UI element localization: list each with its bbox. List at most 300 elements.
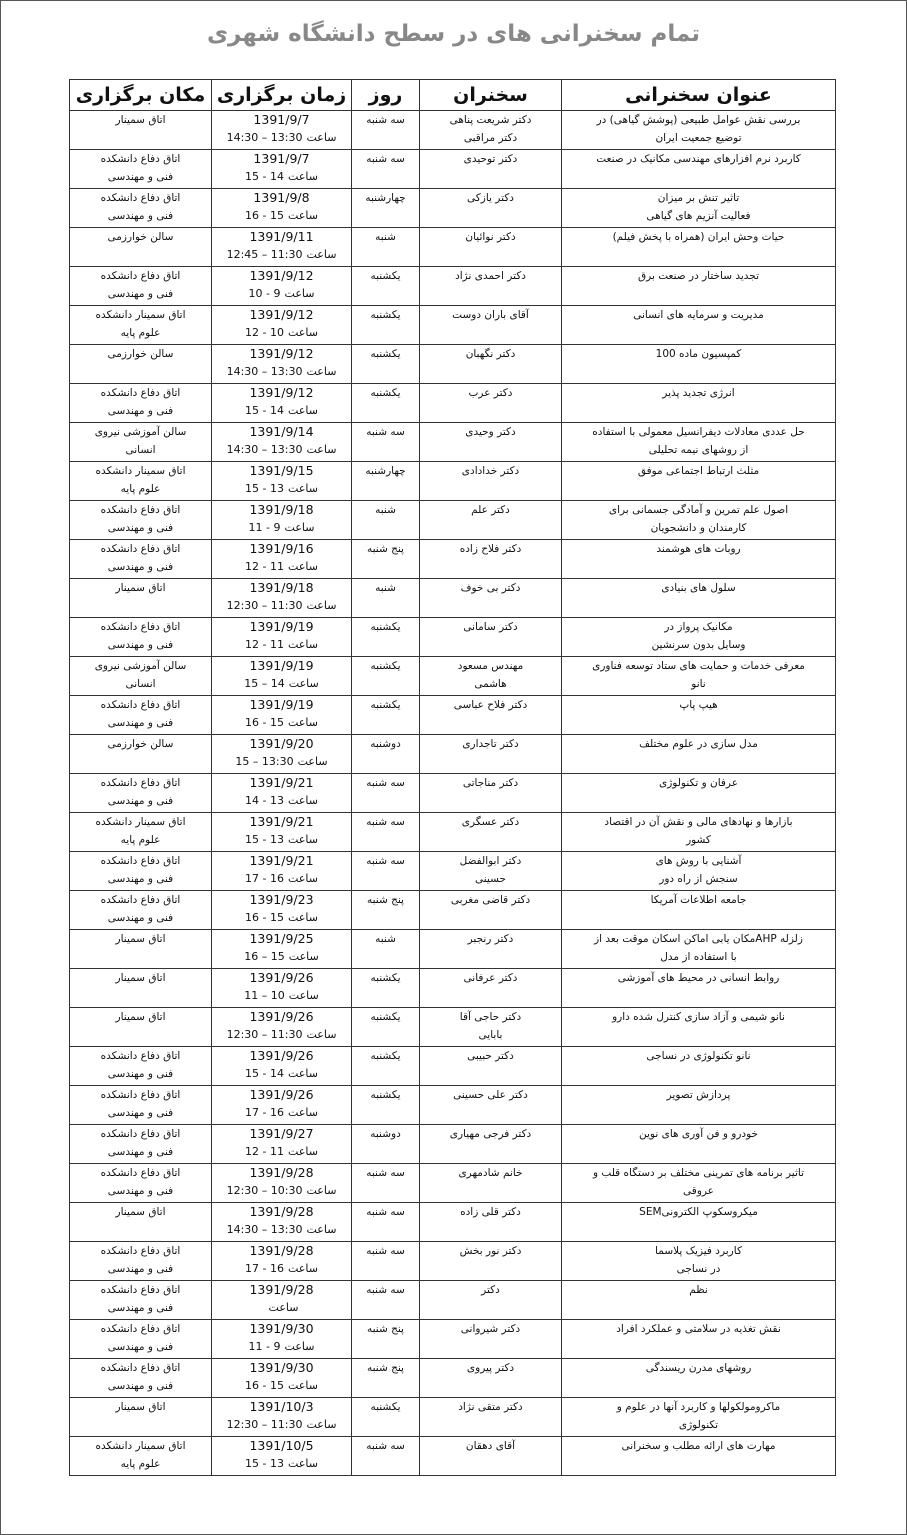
table-row: [70, 228, 836, 267]
time-cell: [212, 345, 352, 384]
lecture-title-line2: عروقی: [683, 1185, 714, 1197]
hours-text: 15 - 14: [245, 170, 285, 183]
lecture-title-cell: [562, 579, 836, 618]
day-cell: [352, 501, 420, 540]
time-cell: [212, 1320, 352, 1359]
lecture-title-line1: معرفی خدمات و حمایت های ستاد توسعه فناوری: [592, 660, 805, 672]
day-cell: [352, 267, 420, 306]
place-cell: [70, 1047, 212, 1086]
time-cell: [212, 1203, 352, 1242]
hour-label: ساعت: [268, 1301, 299, 1314]
hours-line: [215, 1221, 348, 1239]
hour-label: ساعت: [288, 326, 318, 339]
place-line2: فنی و مهندسی: [107, 522, 174, 534]
speaker-cell: [420, 462, 562, 501]
hour-label: ساعت: [288, 209, 318, 222]
place-line2: فنی و مهندسی: [107, 795, 174, 807]
header-speaker: سخنران: [420, 80, 562, 111]
hours-line: [215, 909, 348, 927]
date-text: 1391/9/30: [249, 1321, 314, 1336]
place-line1: سالن خوارزمی: [107, 348, 174, 360]
place-line1: اتاق سمینار دانشکده: [95, 816, 186, 828]
hours-line: [215, 1455, 348, 1473]
hour-label: ساعت: [306, 443, 337, 456]
table-row: [70, 306, 836, 345]
hours-text: 12:45 – 11:30: [226, 248, 303, 261]
place-line1: اتاق دفاع دانشکده: [100, 621, 181, 633]
place-line2: فنی و مهندسی: [107, 1068, 174, 1080]
date-text: 1391/9/20: [249, 736, 314, 751]
time-cell: [212, 267, 352, 306]
place-line1: اتاق سمینار: [115, 972, 166, 984]
date-text: 1391/9/12: [249, 307, 314, 322]
speaker-line1: دکتر عرفانی: [463, 972, 518, 984]
day-text: شنبه: [375, 582, 396, 594]
speaker-cell: [420, 384, 562, 423]
speaker-line1: دکتر خدادادی: [461, 465, 520, 477]
lecture-title-cell: [562, 1437, 836, 1476]
lecture-title-cell: [562, 1320, 836, 1359]
lecture-title-line1: ماکرومولکولها و کاربرد آنها در علوم و: [616, 1401, 781, 1413]
speaker-line1: دکتر احمدی نژاد: [455, 270, 526, 282]
hour-label: ساعت: [306, 248, 337, 261]
day-text: سه شنبه: [366, 426, 405, 438]
lecture-title-line1: روبات های هوشمند: [656, 543, 741, 555]
speaker-line1: آقای دهقان: [465, 1440, 516, 1452]
place-line1: اتاق دفاع دانشکده: [100, 270, 181, 282]
table-row: [70, 1359, 836, 1398]
hours-text: 11 - 9: [248, 521, 281, 534]
time-cell: [212, 384, 352, 423]
hours-line: [215, 558, 348, 576]
speaker-cell: [420, 696, 562, 735]
day-text: سه شنبه: [366, 153, 405, 165]
hours-text: 15 - 13: [245, 1457, 285, 1470]
speaker-cell: [420, 1086, 562, 1125]
lecture-title-line1: اصول علم تمرین و آمادگی جسمانی برای: [608, 504, 789, 516]
time-cell: [212, 1008, 352, 1047]
hours-line: [215, 1416, 348, 1434]
date-text: 1391/9/28: [249, 1243, 314, 1258]
place-cell: [70, 1086, 212, 1125]
lecture-title-line1: کاربرد نرم افزارهای مهندسی مکانیک در صنعت: [596, 153, 801, 165]
lecture-title-cell: [562, 618, 836, 657]
place-cell: [70, 774, 212, 813]
lecture-title-line1: پردازش تصویر: [666, 1089, 731, 1101]
day-cell: [352, 1242, 420, 1281]
date-text: 1391/10/3: [249, 1399, 314, 1414]
hour-label: ساعت: [288, 1106, 318, 1119]
speaker-cell: [420, 735, 562, 774]
speaker-line1: دکتر شریعت پناهی: [449, 114, 532, 126]
hours-line: [215, 636, 348, 654]
hours-text: 17 - 16: [245, 1262, 285, 1275]
place-line2: فنی و مهندسی: [107, 1341, 174, 1353]
lecture-title-line1: مثلث ارتباط اجتماعی موفق: [637, 465, 760, 477]
place-line2: فنی و مهندسی: [107, 639, 174, 651]
speaker-line1: دکتر توحیدی: [463, 153, 518, 165]
place-line1: اتاق دفاع دانشکده: [100, 1089, 181, 1101]
speaker-cell: [420, 1047, 562, 1086]
lecture-title-cell: [562, 306, 836, 345]
lecture-title-cell: [562, 1242, 836, 1281]
lecture-title-line1: تجدید ساختار در صنعت برق: [638, 270, 759, 282]
hour-label: ساعت: [288, 911, 318, 924]
speaker-line1: دکتر مناجاتی: [462, 777, 519, 789]
day-cell: [352, 735, 420, 774]
time-cell: [212, 189, 352, 228]
lecture-title-cell: [562, 345, 836, 384]
day-text: شنبه: [375, 504, 396, 516]
hour-label: ساعت: [306, 131, 337, 144]
table-row: [70, 618, 836, 657]
lecture-title-line1: روابط انسانی در محیط های آموزشی: [617, 972, 780, 984]
table-row: [70, 345, 836, 384]
lecture-title-line1: حل عددی معادلات دیفرانسیل معمولی با استفاده: [592, 426, 805, 438]
table-row: [70, 1086, 836, 1125]
day-cell: [352, 1008, 420, 1047]
day-text: یکشنبه: [370, 699, 401, 711]
lecture-title-line1: میکروسکوپ الکترونیSEM: [639, 1206, 758, 1218]
date-text: 1391/9/8: [253, 190, 310, 205]
place-line1: اتاق دفاع دانشکده: [100, 1128, 181, 1140]
place-line2: فنی و مهندسی: [107, 1146, 174, 1158]
time-cell: [212, 1047, 352, 1086]
speaker-line1: دکتر متقی نژاد: [458, 1401, 523, 1413]
place-cell: [70, 1242, 212, 1281]
speaker-line1: دکتر قاضی مغربی: [450, 894, 531, 906]
hour-label: ساعت: [288, 638, 318, 651]
time-cell: [212, 969, 352, 1008]
day-cell: [352, 1437, 420, 1476]
place-line1: اتاق سمینار: [115, 1206, 166, 1218]
place-line1: سالن آموزشی نیروی: [94, 426, 187, 438]
place-line1: سالن خوارزمی: [107, 231, 174, 243]
place-cell: [70, 1320, 212, 1359]
hour-label: ساعت: [288, 1457, 318, 1470]
date-text: 1391/9/21: [249, 775, 314, 790]
hour-label: ساعت: [288, 833, 318, 846]
speaker-line1: دکتر ابوالفضل: [459, 855, 522, 867]
table-row: [70, 774, 836, 813]
speaker-line1: دکتر سامانی: [463, 621, 518, 633]
day-text: سه شنبه: [366, 1440, 405, 1452]
hour-label: ساعت: [306, 1418, 337, 1431]
place-line2: علوم پایه: [120, 483, 161, 495]
hours-text: 12 - 11: [245, 638, 285, 651]
time-cell: [212, 579, 352, 618]
speaker-line2: حسینی: [475, 873, 506, 885]
lecture-title-cell: [562, 384, 836, 423]
lecture-title-line2: توضیع جمعیت ایران: [655, 132, 742, 144]
place-cell: [70, 1359, 212, 1398]
hour-label: ساعت: [288, 482, 318, 495]
hour-label: ساعت: [306, 365, 337, 378]
lecture-title-line1: کمپسیون ماده 100: [655, 348, 742, 360]
table-row: [70, 1203, 836, 1242]
lecture-title-line2: فعالیت آنزیم های گیاهی: [646, 210, 751, 222]
day-cell: [352, 1359, 420, 1398]
speaker-line1: دکتر فلاح عباسی: [453, 699, 528, 711]
day-cell: [352, 1281, 420, 1320]
lecture-title-line1: مهارت های ارائه مطلب و سخنرانی: [621, 1440, 776, 1452]
hours-line: [215, 363, 348, 381]
lecture-title-cell: [562, 501, 836, 540]
place-cell: [70, 345, 212, 384]
date-text: 1391/10/5: [249, 1438, 314, 1453]
day-cell: [352, 1047, 420, 1086]
day-text: یکشنبه: [370, 387, 401, 399]
place-line1: اتاق سمینار دانشکده: [95, 1440, 186, 1452]
hours-text: 11 - 9: [248, 1340, 281, 1353]
day-cell: [352, 345, 420, 384]
lecture-title-line1: آشنایی با روش های: [655, 855, 742, 867]
day-cell: [352, 306, 420, 345]
day-cell: [352, 1164, 420, 1203]
place-line2: فنی و مهندسی: [107, 561, 174, 573]
speaker-cell: [420, 423, 562, 462]
day-text: یکشنبه: [370, 1011, 401, 1023]
table-row: [70, 852, 836, 891]
day-text: پنج شنبه: [367, 543, 404, 555]
place-line1: اتاق دفاع دانشکده: [100, 1284, 181, 1296]
day-cell: [352, 189, 420, 228]
place-line2: فنی و مهندسی: [107, 1380, 174, 1392]
hours-text: 15 - 14: [245, 1067, 285, 1080]
lecture-title-line1: نقش تغذیه در سلامتی و عملکرد افراد: [616, 1323, 781, 1335]
hours-line: [215, 1065, 348, 1083]
hours-line: [215, 1377, 348, 1395]
day-cell: [352, 150, 420, 189]
place-line2: علوم پایه: [120, 834, 161, 846]
place-line1: اتاق سمینار: [115, 1401, 166, 1413]
place-cell: [70, 306, 212, 345]
hours-line: [215, 480, 348, 498]
place-cell: [70, 150, 212, 189]
time-cell: [212, 1242, 352, 1281]
time-cell: [212, 462, 352, 501]
speaker-line1: دکتر حاجی آقا: [459, 1011, 522, 1023]
place-line1: سالن خوارزمی: [107, 738, 174, 750]
table-row: [70, 423, 836, 462]
place-cell: [70, 618, 212, 657]
table-row: [70, 813, 836, 852]
time-cell: [212, 1437, 352, 1476]
place-line1: اتاق سمینار: [115, 582, 166, 594]
place-cell: [70, 111, 212, 150]
table-row: [70, 1125, 836, 1164]
speaker-cell: [420, 111, 562, 150]
lecture-title-cell: [562, 735, 836, 774]
speaker-cell: [420, 540, 562, 579]
date-text: 1391/9/27: [249, 1126, 314, 1141]
speaker-cell: [420, 813, 562, 852]
place-cell: [70, 852, 212, 891]
day-text: سه شنبه: [366, 1245, 405, 1257]
day-cell: [352, 1203, 420, 1242]
place-line2: فنی و مهندسی: [107, 1185, 174, 1197]
lecture-title-line1: سلول های بنیادی: [661, 582, 736, 594]
place-line1: اتاق سمینار دانشکده: [95, 309, 186, 321]
speaker-cell: [420, 150, 562, 189]
speaker-cell: [420, 1281, 562, 1320]
day-cell: [352, 423, 420, 462]
date-text: 1391/9/26: [249, 1009, 314, 1024]
table-row: [70, 462, 836, 501]
date-text: 1391/9/18: [249, 580, 314, 595]
day-text: یکشنبه: [370, 270, 401, 282]
hour-label: ساعت: [288, 872, 318, 885]
place-line2: فنی و مهندسی: [107, 873, 174, 885]
lecture-title-cell: [562, 228, 836, 267]
lecture-title-cell: [562, 1203, 836, 1242]
hour-label: ساعت: [284, 521, 315, 534]
hour-label: ساعت: [284, 1340, 315, 1353]
day-cell: [352, 384, 420, 423]
day-cell: [352, 1320, 420, 1359]
table-row: [70, 891, 836, 930]
speaker-line1: دکتر نور بخش: [459, 1245, 522, 1257]
table-row: [70, 696, 836, 735]
hours-line: [215, 675, 348, 693]
hours-line: [215, 948, 348, 966]
date-text: 1391/9/23: [249, 892, 314, 907]
lecture-title-line1: روشهای مدرن ریسندگی: [645, 1362, 752, 1374]
place-line1: اتاق دفاع دانشکده: [100, 894, 181, 906]
hours-text: 15 – 14: [244, 677, 285, 690]
speaker-cell: [420, 1437, 562, 1476]
place-line1: اتاق دفاع دانشکده: [100, 1167, 181, 1179]
lecture-title-cell: [562, 111, 836, 150]
lecture-title-line1: نانو شیمی و آزاد سازی کنترل شده دارو: [612, 1011, 785, 1023]
speaker-line1: دکتر وحیدی: [465, 426, 516, 438]
hour-label: ساعت: [288, 1145, 318, 1158]
speaker-cell: [420, 228, 562, 267]
day-text: یکشنبه: [370, 1050, 401, 1062]
table-row: [70, 969, 836, 1008]
time-cell: [212, 423, 352, 462]
day-text: یکشنبه: [370, 309, 401, 321]
day-cell: [352, 696, 420, 735]
day-text: سه شنبه: [366, 1284, 405, 1296]
hours-text: 14:30 – 13:30: [226, 131, 303, 144]
lecture-title-cell: [562, 1047, 836, 1086]
date-text: 1391/9/14: [249, 424, 314, 439]
place-line1: اتاق دفاع دانشکده: [100, 387, 181, 399]
date-text: 1391/9/19: [249, 658, 314, 673]
speaker-cell: [420, 1008, 562, 1047]
day-cell: [352, 1125, 420, 1164]
table-row: [70, 384, 836, 423]
day-text: سه شنبه: [366, 114, 405, 126]
place-line1: اتاق سمینار دانشکده: [95, 465, 186, 477]
hours-line: [215, 831, 348, 849]
date-text: 1391/9/16: [249, 541, 314, 556]
speaker-line1: آقای باران دوست: [452, 309, 529, 321]
hours-line: [215, 246, 348, 264]
hour-label: ساعت: [306, 1028, 337, 1041]
day-cell: [352, 852, 420, 891]
place-line1: اتاق سمینار: [115, 114, 166, 126]
place-cell: [70, 423, 212, 462]
hour-label: ساعت: [288, 1067, 318, 1080]
date-text: 1391/9/21: [249, 853, 314, 868]
hours-text: 15 – 13:30: [235, 755, 294, 768]
lecture-title-line1: بازارها و نهادهای مالی و نقش آن در اقتصاد: [604, 816, 793, 828]
date-text: 1391/9/15: [249, 463, 314, 478]
hours-line: [215, 1260, 348, 1278]
lecture-title-line2: کشور: [686, 834, 711, 846]
day-text: سه شنبه: [366, 855, 405, 867]
speaker-cell: [420, 852, 562, 891]
place-line1: اتاق دفاع دانشکده: [100, 504, 181, 516]
hour-label: ساعت: [288, 989, 319, 1002]
place-line2: فنی و مهندسی: [107, 1263, 174, 1275]
date-text: 1391/9/12: [249, 385, 314, 400]
lecture-title-line1: نظم: [689, 1284, 708, 1296]
table-row: [70, 1398, 836, 1437]
lecture-title-cell: [562, 1164, 836, 1203]
table-row: [70, 189, 836, 228]
table-row: [70, 1281, 836, 1320]
speaker-line1: دکتر عسگری: [461, 816, 520, 828]
table-row: [70, 1164, 836, 1203]
time-cell: [212, 1164, 352, 1203]
lecture-title-line2: تکنولوژی: [678, 1419, 719, 1431]
day-text: سه شنبه: [366, 1206, 405, 1218]
place-cell: [70, 1125, 212, 1164]
table-row: [70, 1437, 836, 1476]
lecture-title-line1: نانو تکنولوژی در نساجی: [646, 1050, 751, 1062]
speaker-cell: [420, 1359, 562, 1398]
lecture-title-cell: [562, 1086, 836, 1125]
place-cell: [70, 696, 212, 735]
lecture-title-line1: انرژی تجدید پذیر: [662, 387, 735, 399]
speaker-cell: [420, 579, 562, 618]
hours-text: 17 - 16: [245, 1106, 285, 1119]
lecture-title-line1: کاربرد فیزیک پلاسما: [655, 1245, 742, 1257]
time-cell: [212, 930, 352, 969]
hour-label: ساعت: [284, 287, 315, 300]
hours-line: [215, 753, 348, 771]
table-body: [70, 111, 836, 1476]
place-line2: علوم پایه: [120, 327, 161, 339]
date-text: 1391/9/28: [249, 1165, 314, 1180]
hours-text: 15 - 14: [245, 404, 285, 417]
date-text: 1391/9/12: [249, 346, 314, 361]
hours-text: 16 - 15: [245, 1379, 285, 1392]
date-text: 1391/9/19: [249, 619, 314, 634]
lecture-title-cell: [562, 1359, 836, 1398]
lecture-title-cell: [562, 969, 836, 1008]
place-cell: [70, 228, 212, 267]
lecture-title-cell: [562, 189, 836, 228]
time-cell: [212, 501, 352, 540]
hours-line: [215, 1182, 348, 1200]
place-cell: [70, 267, 212, 306]
speaker-cell: [420, 189, 562, 228]
speaker-cell: [420, 1320, 562, 1359]
speaker-cell: [420, 969, 562, 1008]
hours-line: [215, 441, 348, 459]
speaker-line1: دکتر شیروانی: [460, 1323, 521, 1335]
place-cell: [70, 1398, 212, 1437]
lecture-title-line2: سنجش از راه دور: [659, 873, 738, 885]
table-row: [70, 540, 836, 579]
place-line1: اتاق دفاع دانشکده: [100, 1245, 181, 1257]
hours-line: [215, 207, 348, 225]
lecture-title-line2: با استفاده از مدل: [660, 951, 737, 963]
